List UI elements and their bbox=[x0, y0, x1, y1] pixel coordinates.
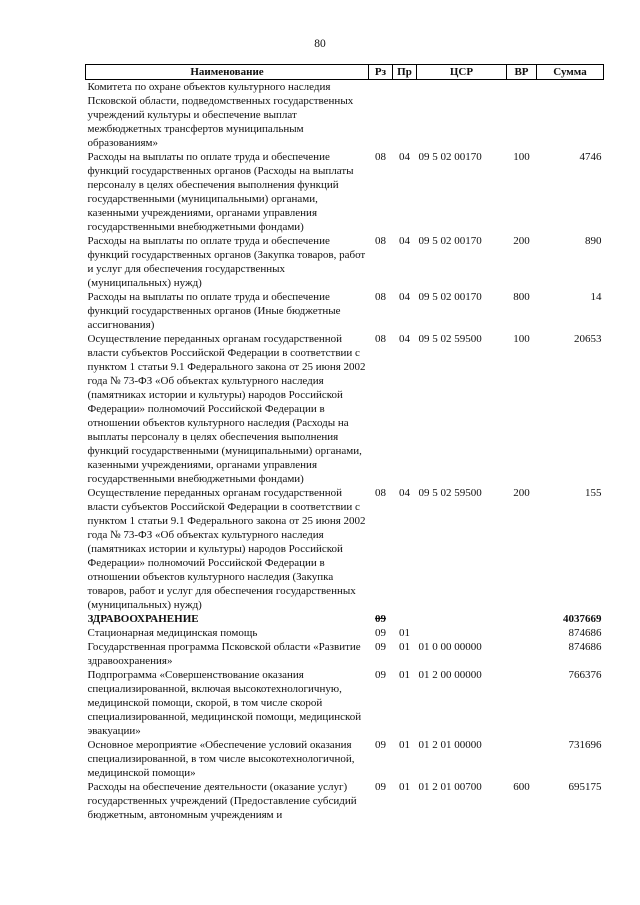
row-rz bbox=[369, 80, 393, 151]
row-pr: 01 bbox=[399, 781, 410, 793]
row-vr bbox=[507, 668, 537, 738]
row-sum: 4746 bbox=[579, 151, 602, 163]
row-sum: 731696 bbox=[568, 739, 602, 751]
row-vr: 200 bbox=[513, 487, 530, 499]
row-csr: 09 5 02 00170 bbox=[418, 235, 482, 247]
row-name: Стационарная медицинская помощь bbox=[87, 627, 258, 639]
row-pr: 04 bbox=[399, 291, 410, 303]
row-csr: 01 2 01 00700 bbox=[418, 781, 482, 793]
row-rz: 08 bbox=[375, 151, 386, 163]
row-csr: 01 2 00 00000 bbox=[418, 669, 482, 681]
row-csr: 01 0 00 00000 bbox=[418, 641, 482, 653]
row-vr: 100 bbox=[513, 333, 530, 345]
section-title: ЗДРАВООХРАНЕНИЕ bbox=[87, 613, 199, 625]
table-header-row bbox=[86, 65, 604, 80]
row-pr: 01 bbox=[399, 739, 410, 751]
column-header-name: Наименование bbox=[86, 65, 369, 80]
row-sum: 20653 bbox=[574, 333, 602, 345]
row-name: Осуществление переданных органам государственной власти субъектов Российской Федерации в соответствии с пунктом 1 статьи 9.1 Федерального закона от 25 июня 2002 года № 73-ФЗ «Об объектах культурного наследия (памятниках истории и культуры) народов Российской Федерации» полномочий Российской Федерации в отношении объектов культурного наследия (Расходы на выплаты персоналу в целях обеспечения выполнения функций государственными (муниципальными) органами, казенными учреждениями, органами управления государственными внебюджетными фондами) bbox=[87, 333, 366, 485]
row-name: Расходы на обеспечение деятельности (оказание услуг) государственных учреждений (Предоставление субсидий бюджетным, автономным учреждениям и bbox=[87, 781, 357, 821]
row-pr: 04 bbox=[399, 151, 410, 163]
table-row bbox=[86, 290, 604, 332]
row-pr: 01 bbox=[399, 641, 410, 653]
row-sum: 890 bbox=[585, 235, 602, 247]
table-row bbox=[86, 626, 604, 640]
row-rz: 08 bbox=[375, 333, 386, 345]
table-row bbox=[86, 150, 604, 234]
row-name: Комитета по охране объектов культурного наследия Псковской области, подведомственных государственных учреждений культуры и обеспечение выплат межбюджетных трансфертов муниципальным образованиям» bbox=[87, 81, 354, 149]
row-rz: 09 bbox=[375, 781, 386, 793]
row-name: Осуществление переданных органам государственной власти субъектов Российской Федерации в соответствии с пунктом 1 статьи 9.1 Федерального закона от 25 июня 2002 года № 73-ФЗ «Об объектах культурного наследия (памятниках истории и культуры) народов Российской Федерации» полномочий Российской Федерации в отношении объектов культурного наследия (Закупка товаров, работ и услуг для обеспечения государственных (муниципальных) нужд) bbox=[87, 487, 366, 611]
row-pr: 04 bbox=[399, 487, 410, 499]
page-number: 80 bbox=[314, 38, 326, 50]
row-name: Расходы на выплаты по оплате труда и обеспечение функций государственных органов (Закупка товаров, работ и услуг для обеспечения государственных (муниципальных) нужд) bbox=[87, 235, 366, 289]
column-header-rz: Рз bbox=[369, 65, 393, 80]
row-csr: 09 5 02 59500 bbox=[418, 487, 482, 499]
row-rz: 09 bbox=[375, 739, 386, 751]
row-pr: 04 bbox=[399, 333, 410, 345]
row-csr bbox=[417, 626, 507, 640]
row-sum bbox=[537, 80, 604, 151]
row-sum: 766376 bbox=[568, 669, 602, 681]
budget-table bbox=[85, 64, 604, 822]
row-sum: 14 bbox=[590, 291, 602, 303]
row-csr bbox=[417, 612, 507, 626]
row-sum: 695175 bbox=[568, 781, 602, 793]
section-row bbox=[86, 612, 604, 626]
row-csr: 09 5 02 00170 bbox=[418, 291, 482, 303]
row-vr bbox=[507, 626, 537, 640]
row-name: Основное мероприятие «Обеспечение условий оказания специализированной, в том числе высокотехнологичной, медицинской помощи» bbox=[87, 739, 355, 779]
row-pr bbox=[393, 80, 417, 151]
column-header-vr: ВР bbox=[507, 65, 537, 80]
table-row bbox=[86, 332, 604, 486]
row-rz: 09 bbox=[375, 641, 386, 653]
row-vr: 200 bbox=[513, 235, 530, 247]
column-header-sum: Сумма bbox=[537, 65, 604, 80]
row-vr: 100 bbox=[513, 151, 530, 163]
row-vr: 600 bbox=[513, 781, 530, 793]
row-name: Расходы на выплаты по оплате труда и обеспечение функций государственных органов (Иные бюджетные ассигнования) bbox=[87, 291, 341, 331]
row-pr: 04 bbox=[399, 235, 410, 247]
column-header-pr: Пр bbox=[393, 65, 417, 80]
row-pr: 01 bbox=[399, 627, 410, 639]
table-row bbox=[86, 668, 604, 738]
table-row bbox=[86, 640, 604, 668]
section-sum: 4037669 bbox=[563, 613, 602, 625]
table-row bbox=[86, 486, 604, 612]
table-row bbox=[86, 80, 604, 151]
table-row bbox=[86, 234, 604, 290]
table-row bbox=[86, 738, 604, 780]
row-sum: 155 bbox=[585, 487, 602, 499]
row-vr bbox=[507, 738, 537, 780]
column-header-csr: ЦСР bbox=[417, 65, 507, 80]
row-csr bbox=[417, 80, 507, 151]
table-row bbox=[86, 780, 604, 822]
row-rz: 08 bbox=[375, 235, 386, 247]
row-pr: 01 bbox=[399, 669, 410, 681]
row-rz: 09 bbox=[375, 613, 386, 625]
row-csr: 09 5 02 59500 bbox=[418, 333, 482, 345]
row-csr: 09 5 02 00170 bbox=[418, 151, 482, 163]
row-rz: 09 bbox=[375, 627, 386, 639]
row-rz: 08 bbox=[375, 291, 386, 303]
row-name: Расходы на выплаты по оплате труда и обеспечение функций государственных органов (Расходы на выплаты персоналу в целях обеспечения выполнения функций государственными (муниципальными) органами, казенными учреждениями, органами управления государственными внебюджетными фондами) bbox=[87, 151, 354, 233]
row-rz: 08 bbox=[375, 487, 386, 499]
row-csr: 01 2 01 00000 bbox=[418, 739, 482, 751]
row-vr bbox=[507, 612, 537, 626]
row-sum: 874686 bbox=[568, 627, 602, 639]
row-pr bbox=[393, 612, 417, 626]
row-vr: 800 bbox=[513, 291, 530, 303]
row-rz: 09 bbox=[375, 669, 386, 681]
row-name: Государственная программа Псковской области «Развитие здравоохранения» bbox=[87, 641, 361, 667]
row-name: Подпрограмма «Совершенствование оказания специализированной, включая высокотехнологичную, медицинской помощи, скорой, в том числе скорой специализированной, медицинской помощи, медицинской эвакуации» bbox=[87, 669, 362, 737]
row-vr bbox=[507, 640, 537, 668]
row-sum: 874686 bbox=[568, 641, 602, 653]
row-vr bbox=[507, 80, 537, 151]
